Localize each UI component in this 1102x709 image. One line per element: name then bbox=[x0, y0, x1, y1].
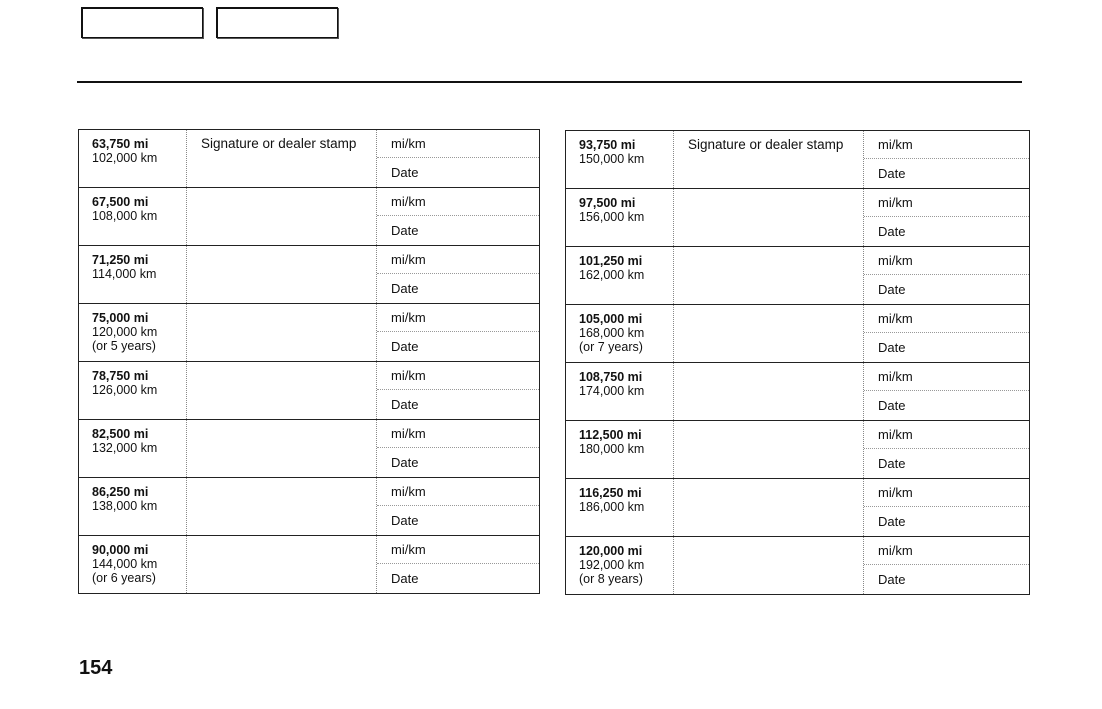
odometer-date-cell bbox=[377, 130, 540, 188]
mileage-miles: 116,250 mi bbox=[579, 486, 642, 500]
maintenance-log-table-left bbox=[78, 129, 540, 594]
mi-km-field[interactable]: mi/km bbox=[864, 131, 1029, 159]
mi-km-field[interactable]: mi/km bbox=[864, 479, 1029, 507]
log-row bbox=[79, 304, 540, 362]
odometer-date-cell bbox=[864, 363, 1030, 421]
mileage-years: (or 5 years) bbox=[92, 339, 156, 353]
date-field[interactable]: Date bbox=[391, 513, 419, 528]
signature-cell[interactable] bbox=[187, 304, 377, 362]
mileage-kilometers: 162,000 km bbox=[579, 268, 645, 282]
mileage-kilometers: 150,000 km bbox=[579, 152, 645, 166]
odometer-date-cell bbox=[377, 188, 540, 246]
mileage-kilometers: 102,000 km bbox=[92, 151, 158, 165]
mi-km-field[interactable]: mi/km bbox=[377, 420, 539, 448]
mi-km-field[interactable]: mi/km bbox=[864, 421, 1029, 449]
date-field[interactable]: Date bbox=[391, 223, 419, 238]
mileage-miles: 82,500 mi bbox=[92, 427, 149, 441]
mileage-cell bbox=[79, 478, 187, 536]
odometer-date-cell bbox=[864, 131, 1030, 189]
signature-cell[interactable] bbox=[674, 421, 864, 479]
signature-cell[interactable] bbox=[187, 246, 377, 304]
odometer-date-cell bbox=[377, 478, 540, 536]
date-field[interactable]: Date bbox=[878, 166, 906, 181]
mi-km-field[interactable]: mi/km bbox=[864, 363, 1029, 391]
log-row bbox=[79, 130, 540, 188]
log-row bbox=[79, 420, 540, 478]
date-field[interactable]: Date bbox=[878, 456, 906, 471]
page-number: 154 bbox=[79, 657, 113, 679]
mi-km-field[interactable]: mi/km bbox=[864, 189, 1029, 217]
mileage-kilometers: 138,000 km bbox=[92, 499, 158, 513]
mileage-miles: 78,750 mi bbox=[92, 369, 149, 383]
mileage-years: (or 6 years) bbox=[92, 571, 156, 585]
mileage-kilometers: 174,000 km bbox=[579, 384, 645, 398]
mi-km-field[interactable]: mi/km bbox=[864, 537, 1029, 565]
log-row bbox=[566, 479, 1030, 537]
mileage-years: (or 8 years) bbox=[579, 572, 643, 586]
signature-cell[interactable] bbox=[674, 363, 864, 421]
mi-km-field[interactable]: mi/km bbox=[377, 246, 539, 274]
date-field[interactable]: Date bbox=[391, 571, 419, 586]
mileage-cell bbox=[79, 188, 187, 246]
signature-label: Signature or dealer stamp bbox=[688, 137, 844, 152]
mileage-cell bbox=[566, 189, 674, 247]
odometer-date-cell bbox=[377, 420, 540, 478]
odometer-date-cell bbox=[377, 246, 540, 304]
mileage-kilometers: 168,000 km bbox=[579, 326, 645, 340]
log-row bbox=[79, 246, 540, 304]
date-field[interactable]: Date bbox=[878, 398, 906, 413]
mileage-miles: 63,750 mi bbox=[92, 137, 149, 151]
odometer-date-cell bbox=[864, 189, 1030, 247]
maintenance-log-table-right bbox=[565, 130, 1030, 595]
date-field[interactable]: Date bbox=[391, 397, 419, 412]
log-row bbox=[79, 536, 540, 594]
log-row bbox=[566, 537, 1030, 595]
odometer-date-cell bbox=[864, 305, 1030, 363]
mileage-miles: 75,000 mi bbox=[92, 311, 149, 325]
date-field[interactable]: Date bbox=[391, 281, 419, 296]
signature-cell[interactable] bbox=[674, 247, 864, 305]
date-field[interactable]: Date bbox=[878, 282, 906, 297]
mileage-cell bbox=[79, 304, 187, 362]
section-tab-left[interactable] bbox=[81, 7, 203, 38]
mileage-miles: 97,500 mi bbox=[579, 196, 636, 210]
mileage-cell bbox=[566, 363, 674, 421]
mileage-cell bbox=[566, 247, 674, 305]
log-row bbox=[566, 363, 1030, 421]
signature-cell[interactable] bbox=[187, 362, 377, 420]
signature-cell[interactable] bbox=[187, 130, 377, 188]
date-field[interactable]: Date bbox=[878, 224, 906, 239]
signature-cell[interactable] bbox=[674, 131, 864, 189]
mi-km-field[interactable]: mi/km bbox=[377, 188, 539, 216]
mileage-miles: 112,500 mi bbox=[579, 428, 642, 442]
mi-km-field[interactable]: mi/km bbox=[377, 478, 539, 506]
signature-cell[interactable] bbox=[187, 478, 377, 536]
log-row bbox=[566, 131, 1030, 189]
date-field[interactable]: Date bbox=[878, 340, 906, 355]
mileage-years: (or 7 years) bbox=[579, 340, 643, 354]
mileage-cell bbox=[79, 420, 187, 478]
mileage-cell bbox=[566, 131, 674, 189]
odometer-date-cell bbox=[864, 247, 1030, 305]
mileage-cell bbox=[566, 537, 674, 595]
odometer-date-cell bbox=[377, 362, 540, 420]
signature-label: Signature or dealer stamp bbox=[201, 136, 357, 151]
mi-km-field[interactable]: mi/km bbox=[864, 305, 1029, 333]
mileage-miles: 90,000 mi bbox=[92, 543, 149, 557]
mileage-cell bbox=[566, 305, 674, 363]
mileage-miles: 93,750 mi bbox=[579, 138, 636, 152]
mileage-cell bbox=[79, 246, 187, 304]
odometer-date-cell bbox=[864, 421, 1030, 479]
mileage-miles: 86,250 mi bbox=[92, 485, 149, 499]
mileage-miles: 101,250 mi bbox=[579, 254, 643, 268]
log-row bbox=[566, 189, 1030, 247]
signature-cell[interactable] bbox=[187, 420, 377, 478]
date-field[interactable]: Date bbox=[391, 165, 419, 180]
mileage-kilometers: 108,000 km bbox=[92, 209, 158, 223]
mileage-kilometers: 120,000 km bbox=[92, 325, 158, 339]
mileage-miles: 105,000 mi bbox=[579, 312, 643, 326]
odometer-date-cell bbox=[864, 479, 1030, 537]
mileage-kilometers: 180,000 km bbox=[579, 442, 645, 456]
odometer-date-cell bbox=[864, 537, 1030, 595]
mileage-kilometers: 126,000 km bbox=[92, 383, 158, 397]
signature-cell[interactable] bbox=[674, 479, 864, 537]
section-tab-right[interactable] bbox=[216, 7, 338, 38]
mileage-miles: 108,750 mi bbox=[579, 370, 643, 384]
signature-cell[interactable] bbox=[674, 189, 864, 247]
mileage-kilometers: 186,000 km bbox=[579, 500, 645, 514]
mileage-miles: 71,250 mi bbox=[92, 253, 149, 267]
mi-km-field[interactable]: mi/km bbox=[377, 130, 539, 158]
mileage-kilometers: 114,000 km bbox=[92, 267, 157, 281]
mi-km-field[interactable]: mi/km bbox=[864, 247, 1029, 275]
mi-km-field[interactable]: mi/km bbox=[377, 536, 539, 564]
signature-cell[interactable] bbox=[187, 188, 377, 246]
odometer-date-cell bbox=[377, 304, 540, 362]
log-row bbox=[566, 247, 1030, 305]
mi-km-field[interactable]: mi/km bbox=[377, 362, 539, 390]
signature-cell[interactable] bbox=[187, 536, 377, 594]
log-row bbox=[79, 478, 540, 536]
mileage-kilometers: 144,000 km bbox=[92, 557, 158, 571]
signature-cell[interactable] bbox=[674, 537, 864, 595]
date-field[interactable]: Date bbox=[878, 572, 906, 587]
log-row bbox=[566, 305, 1030, 363]
mileage-miles: 67,500 mi bbox=[92, 195, 149, 209]
mileage-kilometers: 192,000 km bbox=[579, 558, 645, 572]
mileage-miles: 120,000 mi bbox=[579, 544, 643, 558]
log-row bbox=[79, 188, 540, 246]
mileage-cell bbox=[79, 362, 187, 420]
date-field[interactable]: Date bbox=[391, 455, 419, 470]
date-field[interactable]: Date bbox=[391, 339, 419, 354]
mi-km-field[interactable]: mi/km bbox=[377, 304, 539, 332]
mileage-cell bbox=[566, 421, 674, 479]
mileage-cell bbox=[566, 479, 674, 537]
date-field[interactable]: Date bbox=[878, 514, 906, 529]
mileage-cell bbox=[79, 536, 187, 594]
odometer-date-cell bbox=[377, 536, 540, 594]
mileage-cell bbox=[79, 130, 187, 188]
mileage-kilometers: 132,000 km bbox=[92, 441, 158, 455]
log-row bbox=[79, 362, 540, 420]
log-row bbox=[566, 421, 1030, 479]
signature-cell[interactable] bbox=[674, 305, 864, 363]
header-rule bbox=[77, 81, 1022, 83]
mileage-kilometers: 156,000 km bbox=[579, 210, 645, 224]
